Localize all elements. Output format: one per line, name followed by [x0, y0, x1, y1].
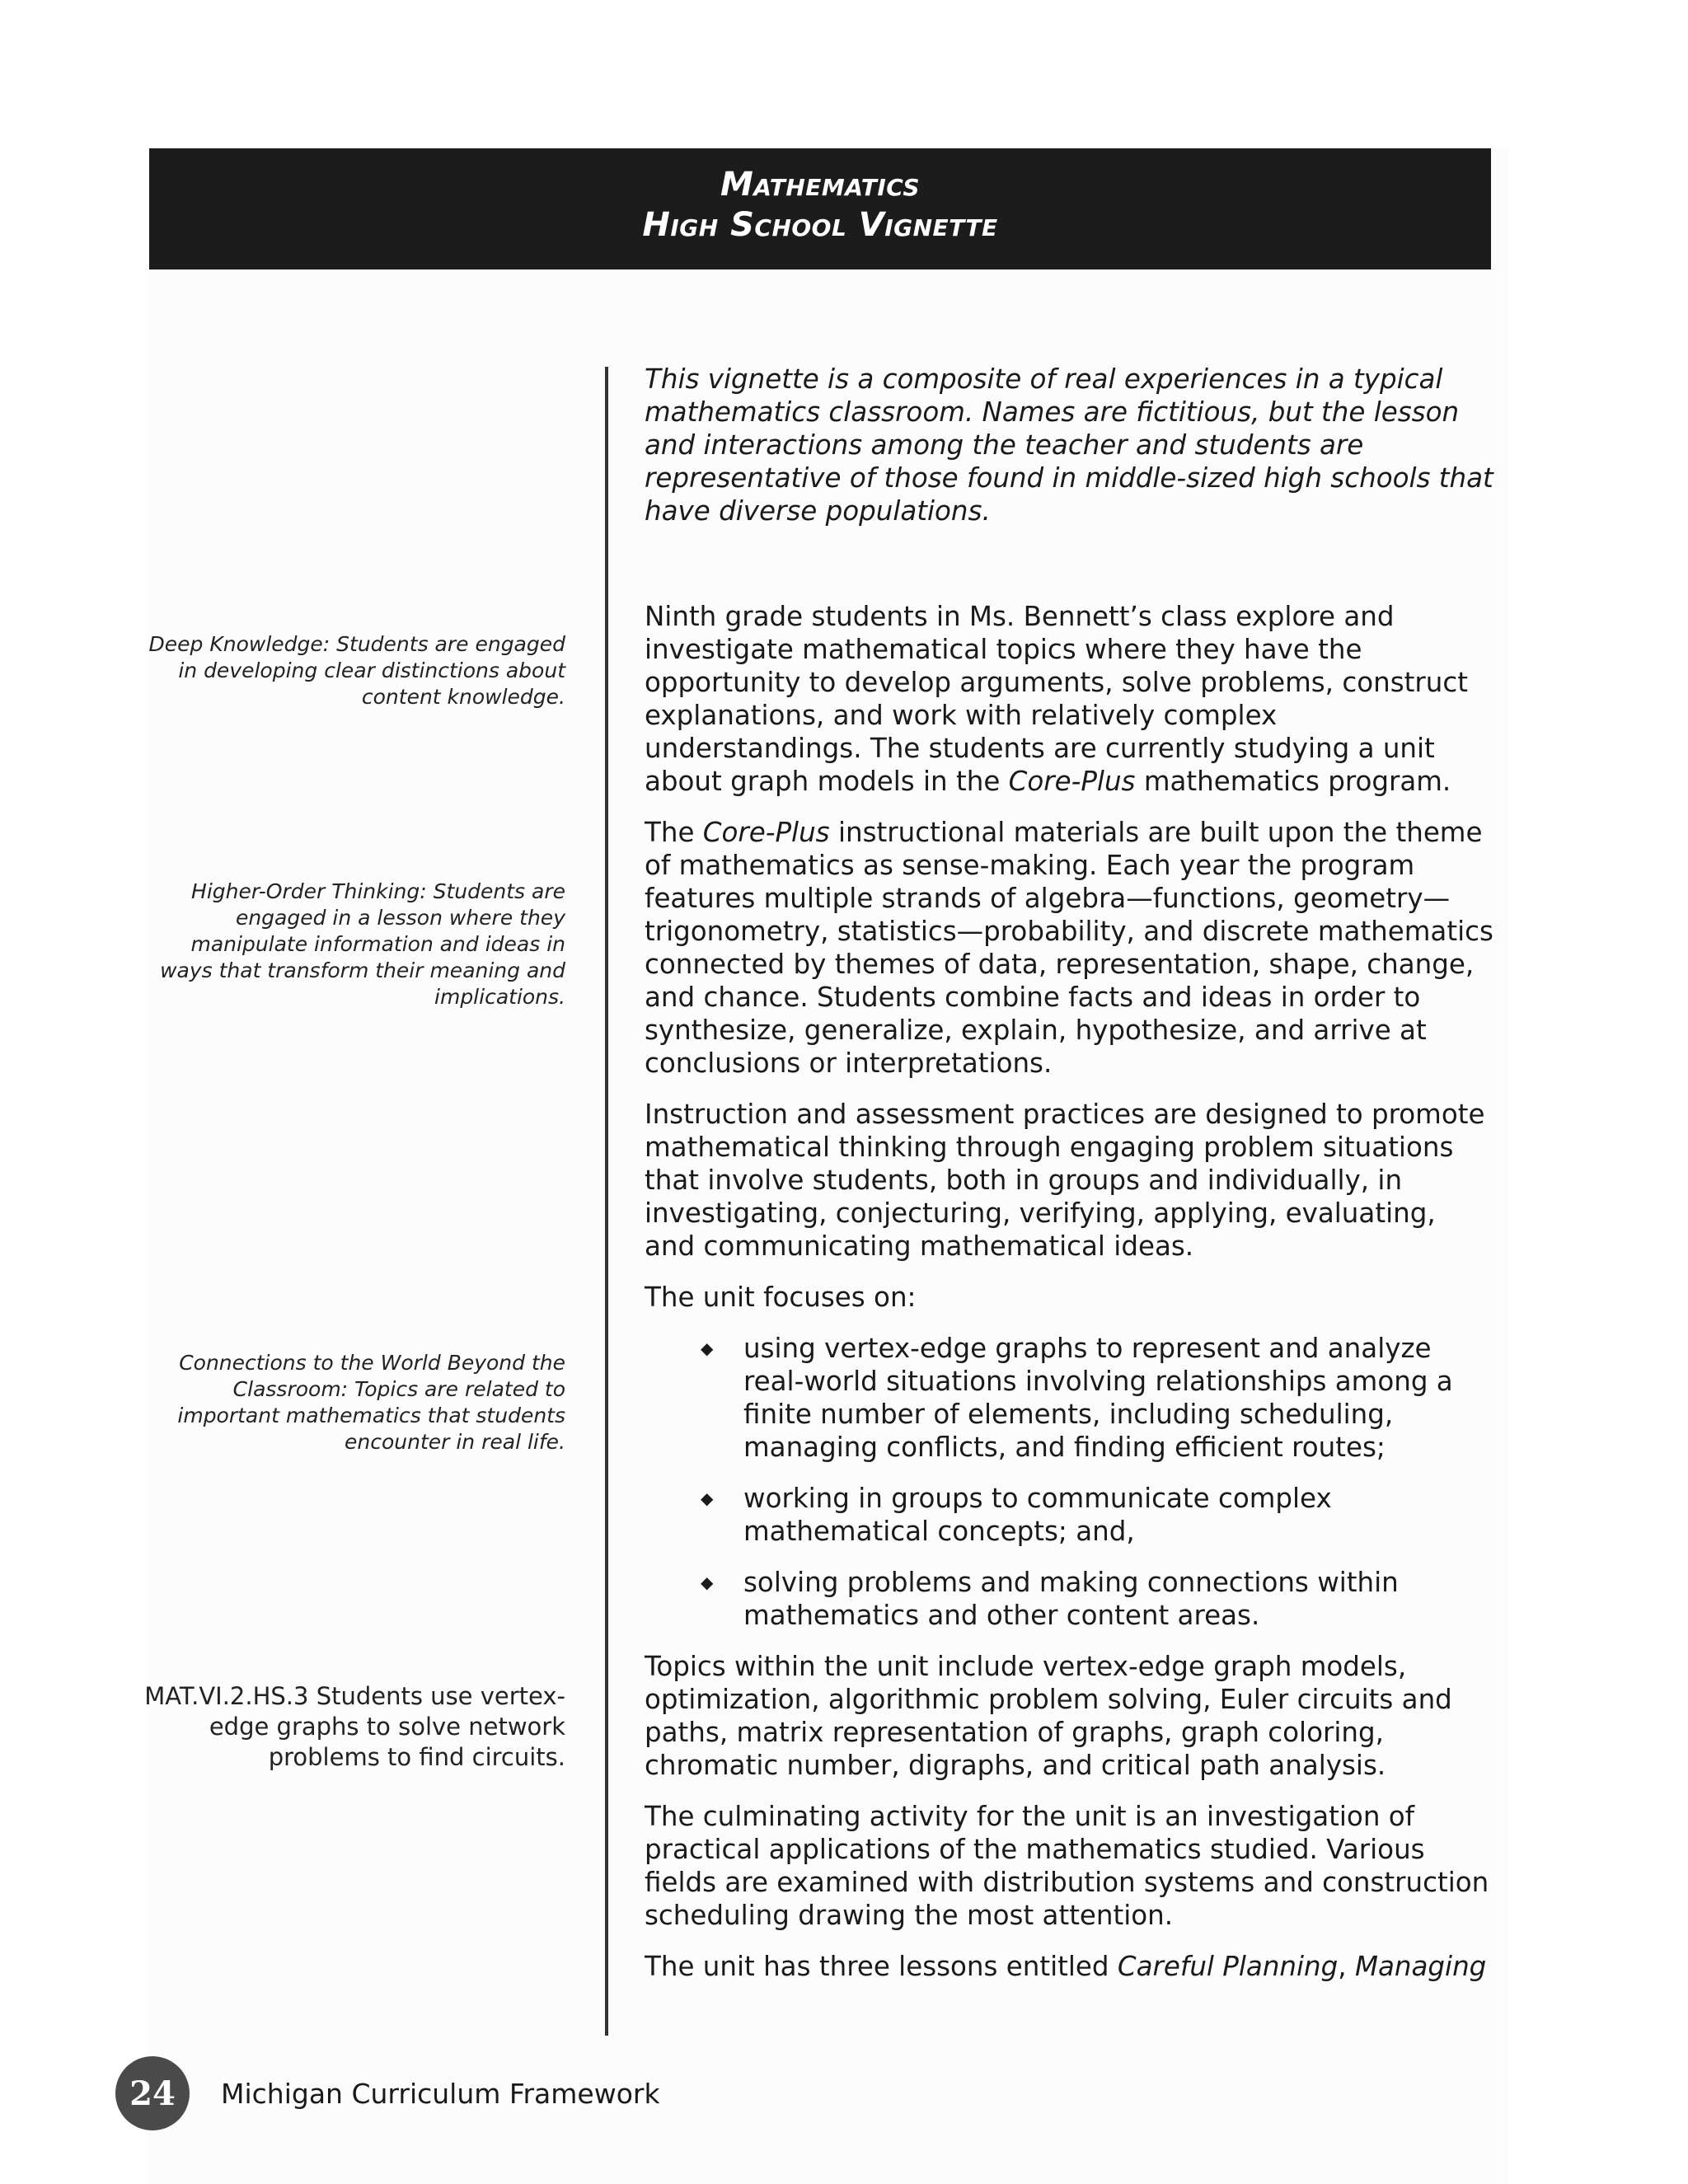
margin-note-deep-knowledge: Deep Knowledge: Students are engaged in developing clear distinctions about content knowledge.: [148, 632, 565, 709]
margin-note-standard: MAT.VI.2.HS.3 Students use vertex-edge graphs to solve network problems to find circuits.: [144, 1682, 565, 1771]
list-item-text: working in groups to communicate complex mathematical concepts; and,: [743, 1483, 1332, 1547]
p1-emphasis: Core-Plus: [1008, 766, 1136, 797]
header-title: Mathematics: [720, 166, 921, 204]
paragraph-three-lessons: [645, 1950, 1493, 1983]
diamond-bullet-icon: ◆: [701, 1488, 714, 1508]
margin-note-connections: Connections to the World Beyond the Classroom: Topics are related to important mathematics that students encounter in real life.: [177, 1351, 565, 1454]
paragraph-ninth-grade: [645, 600, 1493, 798]
p2-emphasis: Core-Plus: [702, 817, 830, 848]
header-subtitle: High School Vignette: [642, 206, 998, 244]
paragraph-instruction: Instruction and assessment practices are designed to promote mathematical thinking through engaging problem situations that involve students, both in groups and individually, in investigating, conjecturing, verifying, applying, evaluating, and communicating mathematical ideas.: [645, 1099, 1485, 1262]
list-item: [701, 1566, 1493, 1632]
page-number: 24: [115, 2056, 190, 2130]
list-item: [701, 1332, 1493, 1464]
p2-text-after: instructional materials are built upon the theme of mathematics as sense-making. Each year the program features multiple strands of algebra—functions, geometry—trigonometry, statistics—probability, and discrete mathematics connected by themes of data, representation, shape, change, and chance. Students combine facts and ideas in order to synthesize, generalize, explain, hypothesize, and arrive at conclusions or interpretations.: [645, 817, 1493, 1079]
intro-paragraph: This vignette is a composite of real experiences in a typical mathematics classroom. Names are fictitious, but the lesson and interactions among the teacher and students are representative of those found in middle-sized high schools that have diverse populations.: [645, 363, 1493, 527]
focus-list: [645, 1332, 1493, 1632]
paragraph-core-plus: [645, 816, 1493, 1080]
footer-title: Michigan Curriculum Framework: [221, 2077, 660, 2110]
margin-note-higher-order-thinking: Higher-Order Thinking: Students are engaged in a lesson where they manipulate information and ideas in ways that transform their meaning and implications.: [160, 879, 565, 1009]
list-item-text: solving problems and making connections within mathematics and other content areas.: [743, 1567, 1399, 1631]
p2-text-before: The: [645, 817, 703, 848]
diamond-bullet-icon: ◆: [701, 1572, 714, 1592]
vertical-divider: [605, 367, 608, 2036]
paragraph-unit-focus: The unit focuses on:: [645, 1282, 917, 1313]
main-text-column: [645, 363, 1493, 2001]
page-footer: [115, 2056, 660, 2130]
paragraph-topics: Topics within the unit include vertex-edge graph models, optimization, algorithmic problem solving, Euler circuits and paths, matrix representation of graphs, graph coloring, chromatic number, digraphs, and critical path analysis.: [645, 1651, 1452, 1781]
p1-text-after: mathematics program.: [1135, 766, 1451, 797]
list-item: [701, 1482, 1493, 1548]
p7-text-before: The unit has three lessons entitled: [645, 1951, 1118, 1982]
lesson-title-1: Careful Planning: [1117, 1951, 1339, 1982]
lesson-title-2: Managing: [1354, 1951, 1487, 1982]
diamond-bullet-icon: ◆: [701, 1338, 714, 1358]
paragraph-culminating-activity: The culminating activity for the unit is an investigation of practical applications of the mathematics studied. Various fields are examined with distribution systems and construction scheduling drawing the most attention.: [645, 1801, 1489, 1931]
p1-text-before: Ninth grade students in Ms. Bennett’s class explore and investigate mathematical topics where they have the opportunity to develop arguments, solve problems, construct explanations, and work with relatively complex understandings. The students are currently studying a unit about graph models in the: [645, 601, 1468, 797]
section-header: [149, 148, 1491, 269]
list-item-text: using vertex-edge graphs to represent and analyze real-world situations involving relationships among a finite number of elements, including scheduling, managing conflicts, and finding efficient routes;: [743, 1333, 1453, 1463]
p7-separator: ,: [1338, 1951, 1355, 1982]
